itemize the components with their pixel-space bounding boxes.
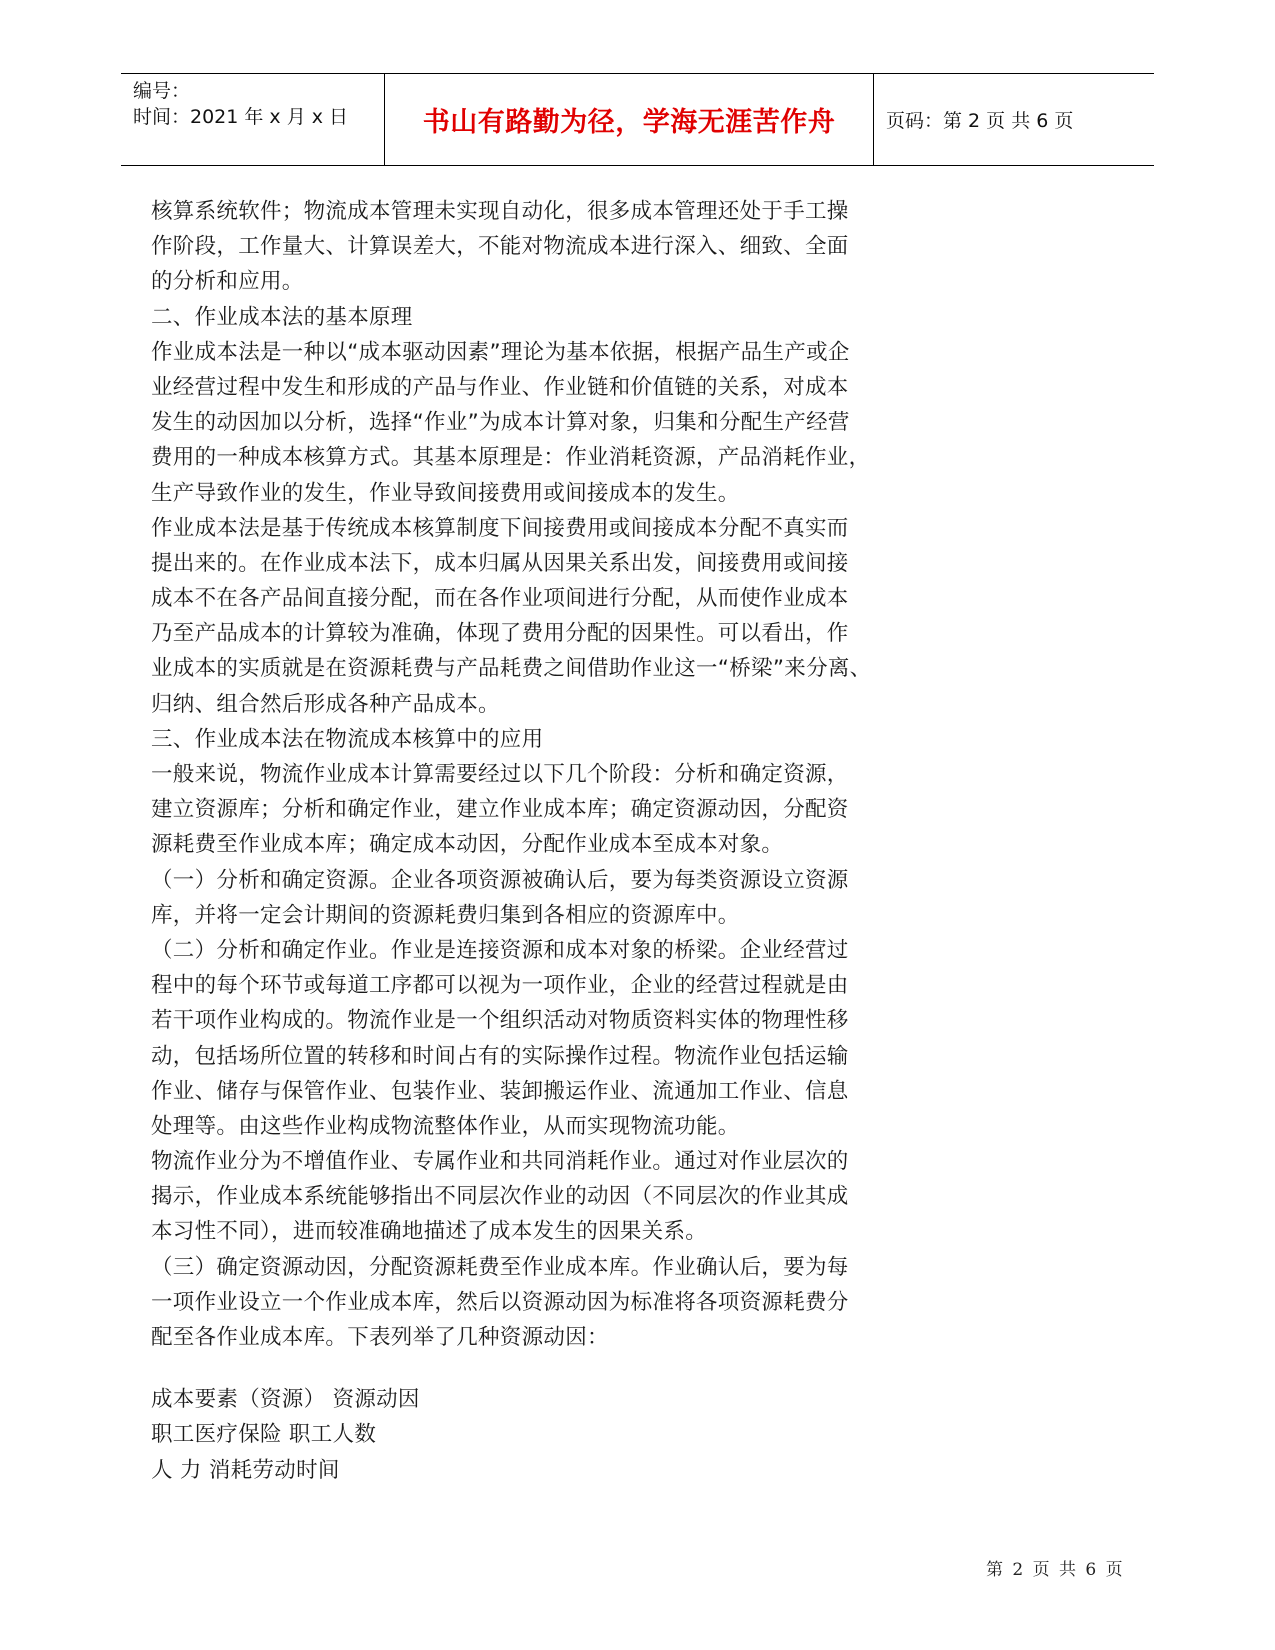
body-line: 提出来的。在作业成本法下，成本归属从因果关系出发，间接费用或间接 <box>151 550 849 576</box>
body-line: 发生的动因加以分析，选择“作业”为成本计算对象，归集和分配生产经营 <box>151 410 850 436</box>
body-line: （三）确定资源动因，分配资源耗费至作业成本库。作业确认后，要为每 <box>151 1254 849 1280</box>
header-page-info: 页码：第 2 页 共 6 页 <box>886 110 1074 132</box>
body-line: 三、作业成本法在物流成本核算中的应用 <box>151 726 544 752</box>
header-left-cell <box>121 74 385 165</box>
body-line: 处理等。由这些作业构成物流整体作业，从而实现物流功能。 <box>151 1113 740 1139</box>
page-footer: 第 2 页 共 6 页 <box>986 1560 1123 1580</box>
body-line: 一般来说，物流作业成本计算需要经过以下几个阶段：分析和确定资源， <box>151 762 849 787</box>
body-line: 若干项作业构成的。物流作业是一个组织活动对物质资料实体的物理性移 <box>151 1008 849 1034</box>
document-body <box>151 194 971 1488</box>
body-line: 业成本的实质就是在资源耗费与产品耗费之间借助作业这一“桥梁”来分离、 <box>151 656 872 682</box>
body-line: 揭示，作业成本系统能够指出不同层次作业的动因（不同层次的作业其成 <box>151 1184 849 1210</box>
body-line: 乃至产品成本的计算较为准确，体现了费用分配的因果性。可以看出，作 <box>151 621 849 647</box>
body-line: （一）分析和确定资源。企业各项资源被确认后，要为每类资源设立资源 <box>151 867 849 893</box>
body-line: 费用的一种成本核算方式。其基本原理是：作业消耗资源，产品消耗作业， <box>151 445 871 471</box>
body-line: 核算系统软件；物流成本管理未实现自动化，很多成本管理还处于手工操 <box>151 199 849 224</box>
body-line: 业经营过程中发生和形成的产品与作业、作业链和价值链的关系，对成本 <box>151 374 849 400</box>
body-line: 作阶段，工作量大、计算误差大，不能对物流成本进行深入、细致、全面 <box>151 234 849 260</box>
body-line: 作业成本法是基于传统成本核算制度下间接费用或间接成本分配不真实而 <box>151 515 849 541</box>
header-divider-right <box>873 74 874 165</box>
table-row: 人 力 消耗劳动时间 <box>151 1457 340 1483</box>
page-header <box>121 73 1154 166</box>
table-row: 成本要素（资源） 资源动因 <box>151 1387 420 1413</box>
body-line: 本习性不同），进而较准确地描述了成本发生的因果关系。 <box>151 1219 708 1245</box>
body-line: 动，包括场所位置的转移和时间占有的实际操作过程。物流作业包括运输 <box>151 1043 849 1069</box>
paragraph-gap <box>151 1355 971 1382</box>
body-line: 作业成本法是一种以“成本驱动因素”理论为基本依据，根据产品生产或企 <box>151 339 850 365</box>
body-line: 成本不在各产品间直接分配，而在各作业项间进行分配，从而使作业成本 <box>151 586 849 612</box>
body-line: 建立资源库；分析和确定作业，建立作业成本库；确定资源动因，分配资 <box>151 797 849 823</box>
body-line: 源耗费至作业成本库；确定成本动因，分配作业成本至成本对象。 <box>151 832 784 858</box>
body-line: 物流作业分为不增值作业、专属作业和共同消耗作业。通过对作业层次的 <box>151 1149 849 1175</box>
body-line: 库，并将一定会计期间的资源耗费归集到各相应的资源库中。 <box>151 902 740 928</box>
date-label: 时间：2021 年 x 月 x 日 <box>133 106 349 128</box>
body-line: 的分析和应用。 <box>151 269 304 295</box>
body-line: 二、作业成本法的基本原理 <box>151 304 413 330</box>
body-line: 归纳、组合然后形成各种产品成本。 <box>151 691 500 717</box>
body-line: 一项作业设立一个作业成本库，然后以资源动因为标准将各项资源耗费分 <box>151 1289 849 1315</box>
body-line: 生产导致作业的发生，作业导致间接费用或间接成本的发生。 <box>151 480 740 506</box>
serial-number-label: 编号： <box>133 80 191 102</box>
body-line: 作业、储存与保管作业、包装作业、装卸搬运作业、流通加工作业、信息 <box>151 1078 849 1104</box>
body-line: 配至各作业成本库。下表列举了几种资源动因： <box>151 1325 609 1350</box>
body-line: 程中的每个环节或每道工序都可以视为一项作业，企业的经营过程就是由 <box>151 973 849 999</box>
body-line: （二）分析和确定作业。作业是连接资源和成本对象的桥梁。企业经营过 <box>151 937 849 963</box>
header-motto: 书山有路勤为径，学海无涯苦作舟 <box>422 107 836 138</box>
table-row: 职工医疗保险 职工人数 <box>151 1422 377 1448</box>
